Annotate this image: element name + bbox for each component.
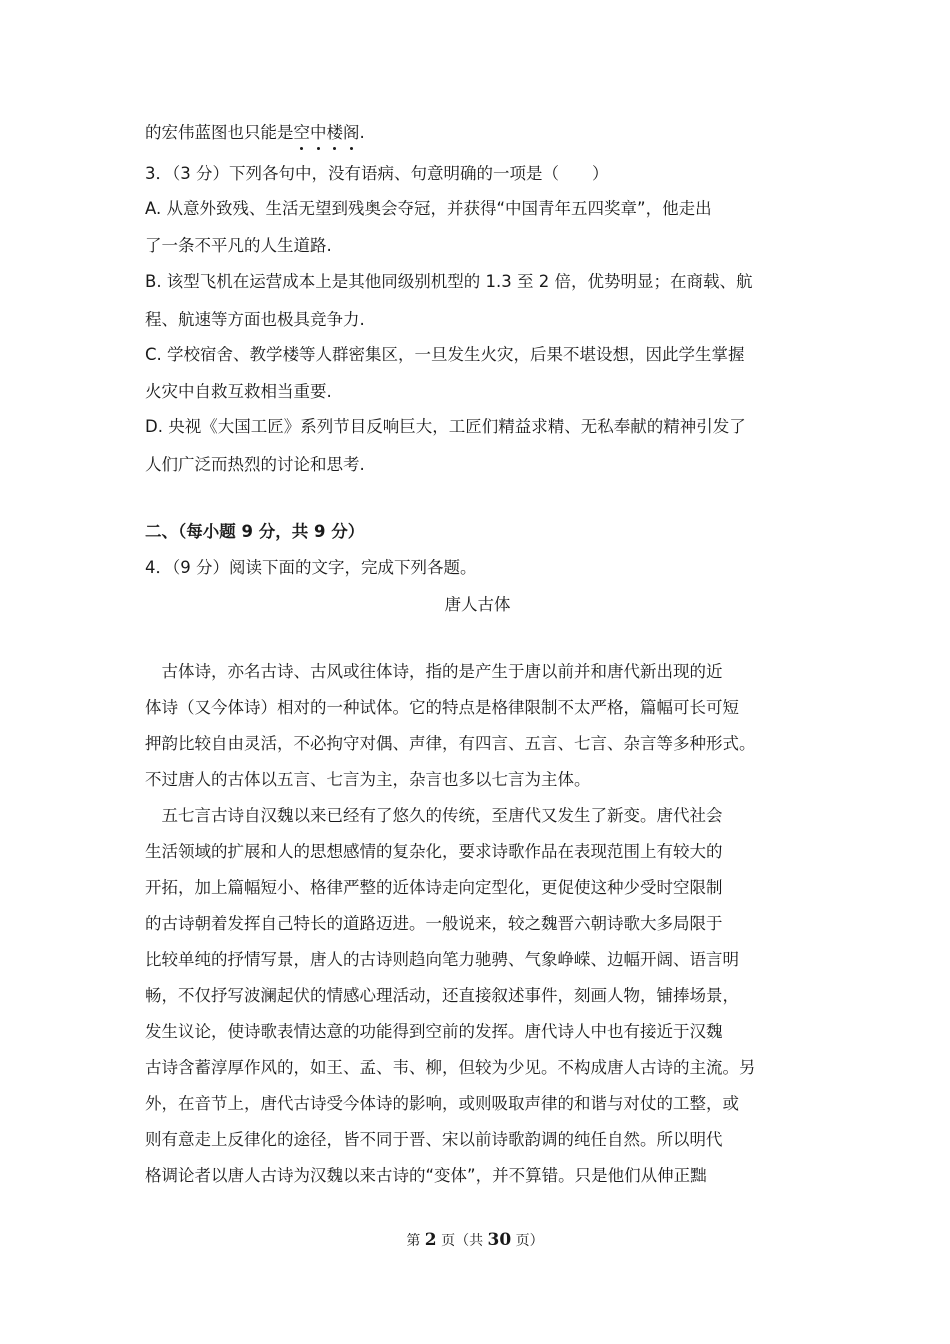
option-b-line-1: B. 该型飞机在运营成本上是其他同级别机型的 1.3 至 2 倍，优势明显；在商载、航	[145, 272, 753, 291]
emphasis-char: 空	[293, 123, 310, 142]
option-a-line-1: A. 从意外致残、生活无望到残奥会夺冠，并获得“中国青年五四奖章”，他走出	[145, 199, 712, 218]
section-2-heading: 二、（每小题 9 分，共 9 分）	[145, 522, 365, 541]
passage-line: 押韵比较自由灵活，不必拘守对偶、声律，有四言、五言、七言、杂言等多种形式。	[145, 734, 756, 753]
passage-line: 则有意走上反律化的途径，皆不同于晋、宋以前诗歌韵调的纯任自然。所以明代	[145, 1130, 723, 1149]
option-c-line-2: 火灾中自救互救相当重要.	[145, 382, 332, 401]
option-a-line-2: 了一条不平凡的人生道路.	[145, 236, 332, 255]
passage-line: 五七言古诗自汉魏以来已经有了悠久的传统，至唐代又发生了新变。唐代社会	[145, 806, 723, 825]
emphasis-char: 中	[310, 123, 327, 142]
page-number: 2	[424, 1230, 437, 1250]
passage-line: 比较单纯的抒情写景，唐人的古诗则趋向笔力驰骋、气象峥嵘、边幅开阔、语言明	[145, 950, 739, 969]
emphasis-char: 楼	[326, 123, 343, 142]
option-c-line-1: C. 学校宿舍、教学楼等人群密集区，一旦发生火灾，后果不堪设想，因此学生掌握	[145, 345, 745, 364]
passage-line: 格调论者以唐人古诗为汉魏以来古诗的“变体”，并不算错。只是他们从伸正黜	[145, 1166, 707, 1185]
page-footer: 第 2 页（共 30 页）	[406, 1230, 544, 1250]
option-d-line-2: 人们广泛而热烈的讨论和思考.	[145, 455, 365, 474]
passage-line: 生活领域的扩展和人的思想感情的复杂化，要求诗歌作品在表现范围上有较大的	[145, 842, 723, 861]
question-4-stem: 4．（9 分）阅读下面的文字，完成下列各题。	[145, 558, 477, 577]
passage-line: 开拓，加上篇幅短小、格律严整的近体诗走向定型化，更促使这种少受时空限制	[145, 878, 723, 897]
question-3-stem: 3．（3 分）下列各句中，没有语病、句意明确的一项是（ ）	[145, 164, 609, 183]
passage-title: 唐人古体	[444, 595, 511, 614]
passage-line: 的古诗朝着发挥自己特长的道路迈进。一般说来，较之魏晋六朝诗歌大多局限于	[145, 914, 723, 933]
continued-line: 的宏伟蓝图也只能是空中楼阁.	[145, 123, 365, 142]
passage-line: 体诗（又今体诗）相对的一种试体。它的特点是格律限制不太严格，篇幅可长可短	[145, 698, 739, 717]
option-b-line-2: 程、航速等方面也极具竞争力.	[145, 310, 365, 329]
passage-line: 外，在音节上，唐代古诗受今体诗的影响，或则吸取声律的和谐与对仗的工整，或	[145, 1094, 739, 1113]
emphasis-char: 阁	[343, 123, 360, 142]
passage-line: 发生议论，使诗歌表情达意的功能得到空前的发挥。唐代诗人中也有接近于汉魏	[145, 1022, 723, 1041]
option-d-line-1: D. 央视《大国工匠》系列节目反响巨大，工匠们精益求精、无私奉献的精神引发了	[145, 417, 746, 436]
passage-line: 古诗含蓄淳厚作风的，如王、孟、韦、柳，但较为少见。不构成唐人古诗的主流。另	[145, 1058, 756, 1077]
passage-line: 畅，不仅抒写波澜起伏的情感心理活动，还直接叙述事件，刻画人物，铺捧场景，	[145, 986, 739, 1005]
total-pages: 30	[487, 1230, 512, 1250]
passage-line: 古体诗，亦名古诗、古风或往体诗，指的是产生于唐以前并和唐代新出现的近	[145, 662, 723, 681]
passage-line: 不过唐人的古体以五言、七言为主，杂言也多以七言为主体。	[145, 770, 591, 789]
